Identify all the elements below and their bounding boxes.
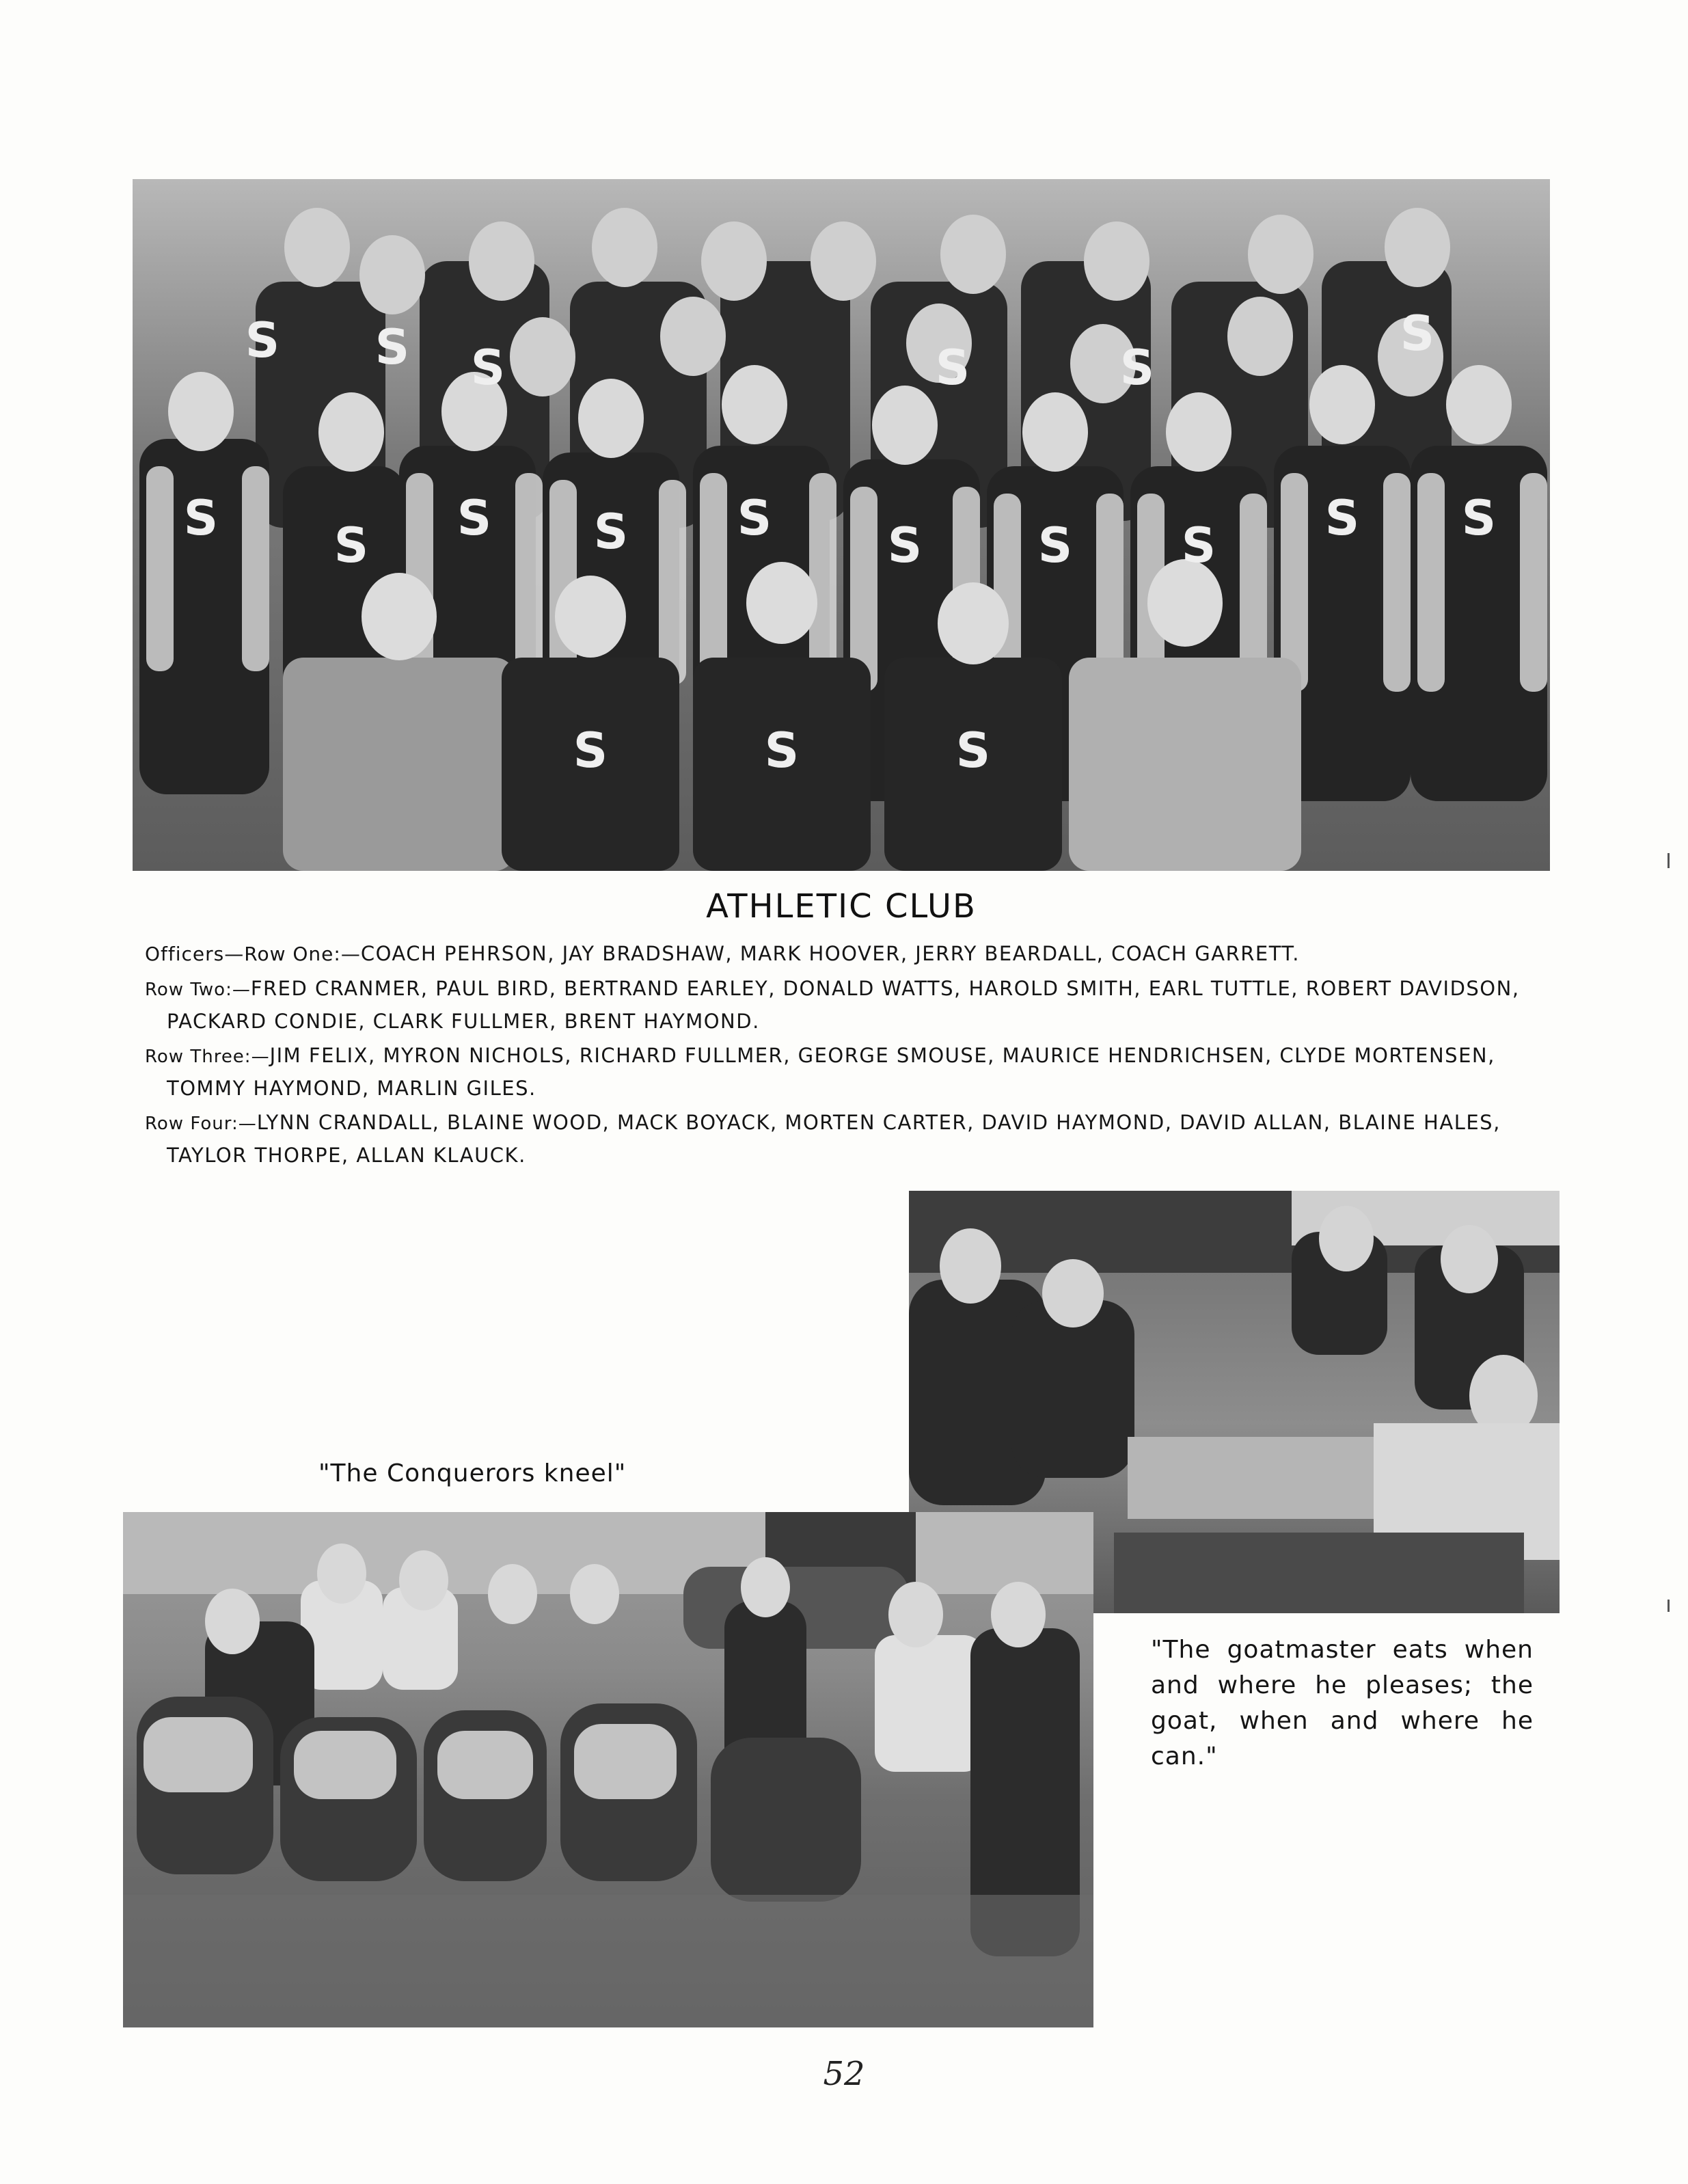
page-edge-mark <box>1667 1600 1670 1612</box>
roster-row-1-names: COACH PEHRSON, JAY BRADSHAW, MARK HOOVER, JERRY BEARDALL, COACH GARRETT. <box>360 942 1300 965</box>
svg-text:S: S <box>1324 490 1360 546</box>
roster-row-4-label: Row Four:— <box>145 1114 257 1134</box>
conquerors-caption: "The Conquerors kneel" <box>318 1459 627 1487</box>
roster-row-1 <box>145 938 1543 970</box>
svg-text:S: S <box>457 490 492 546</box>
svg-text:S: S <box>935 340 970 396</box>
group-photo-illustration <box>133 179 1550 871</box>
svg-text:S: S <box>955 723 991 779</box>
roster-row-1-label: Officers—Row One:— <box>145 943 361 965</box>
svg-text:S: S <box>1181 517 1216 574</box>
svg-text:S: S <box>1119 340 1155 396</box>
svg-text:S: S <box>1461 490 1497 546</box>
page-number: 52 <box>823 2055 865 2093</box>
athletic-club-group-photo <box>133 179 1550 871</box>
roster-row-2-label: Row Two:— <box>145 980 251 1000</box>
svg-text:S: S <box>1037 517 1073 574</box>
svg-text:S: S <box>887 517 923 574</box>
svg-text:S: S <box>470 340 506 396</box>
roster-row-3 <box>145 1040 1543 1104</box>
svg-text:S: S <box>737 490 772 546</box>
roster-list <box>145 938 1543 1174</box>
roster-row-2-names: FRED CRANMER, PAUL BIRD, BERTRAND EARLEY, DONALD WATTS, HAROLD SMITH, EARL TUTTLE, ROBERT DAVIDSON, PACKARD CONDIE, CLARK FULLMER, BRENT HAYMOND. <box>167 977 1520 1033</box>
svg-text:S: S <box>764 723 800 779</box>
roster-row-4-names: LYNN CRANDALL, BLAINE WOOD, MACK BOYACK, MORTEN CARTER, DAVID HAYMOND, DAVID ALLAN, BLAINE HALES, TAYLOR THORPE, ALLAN KLAUCK. <box>167 1111 1501 1167</box>
roster-row-3-label: Row Three:— <box>145 1047 270 1067</box>
roster-row-4 <box>145 1107 1543 1171</box>
goatmaster-caption: "The goatmaster eats when and where he pleases; the goat, when and where he can." <box>1151 1636 1534 1770</box>
page-edge-mark <box>1667 853 1670 868</box>
photo-title: ATHLETIC CLUB <box>706 887 977 926</box>
svg-text:S: S <box>245 312 280 368</box>
svg-text:S: S <box>573 723 608 779</box>
conquerors-kneel-photo <box>123 1512 1093 2027</box>
svg-text:S: S <box>183 490 219 546</box>
svg-text:S: S <box>375 319 410 375</box>
svg-text:S: S <box>1400 306 1435 362</box>
svg-text:S: S <box>333 517 369 574</box>
svg-text:S: S <box>593 504 629 560</box>
roster-row-3-names: JIM FELIX, MYRON NICHOLS, RICHARD FULLMER, GEORGE SMOUSE, MAURICE HENDRICHSEN, CLYDE MORTENSEN, TOMMY HAYMOND, MARLIN GILES. <box>167 1044 1495 1100</box>
roster-row-2 <box>145 973 1543 1037</box>
kneel-photo-illustration <box>123 1512 1093 2027</box>
